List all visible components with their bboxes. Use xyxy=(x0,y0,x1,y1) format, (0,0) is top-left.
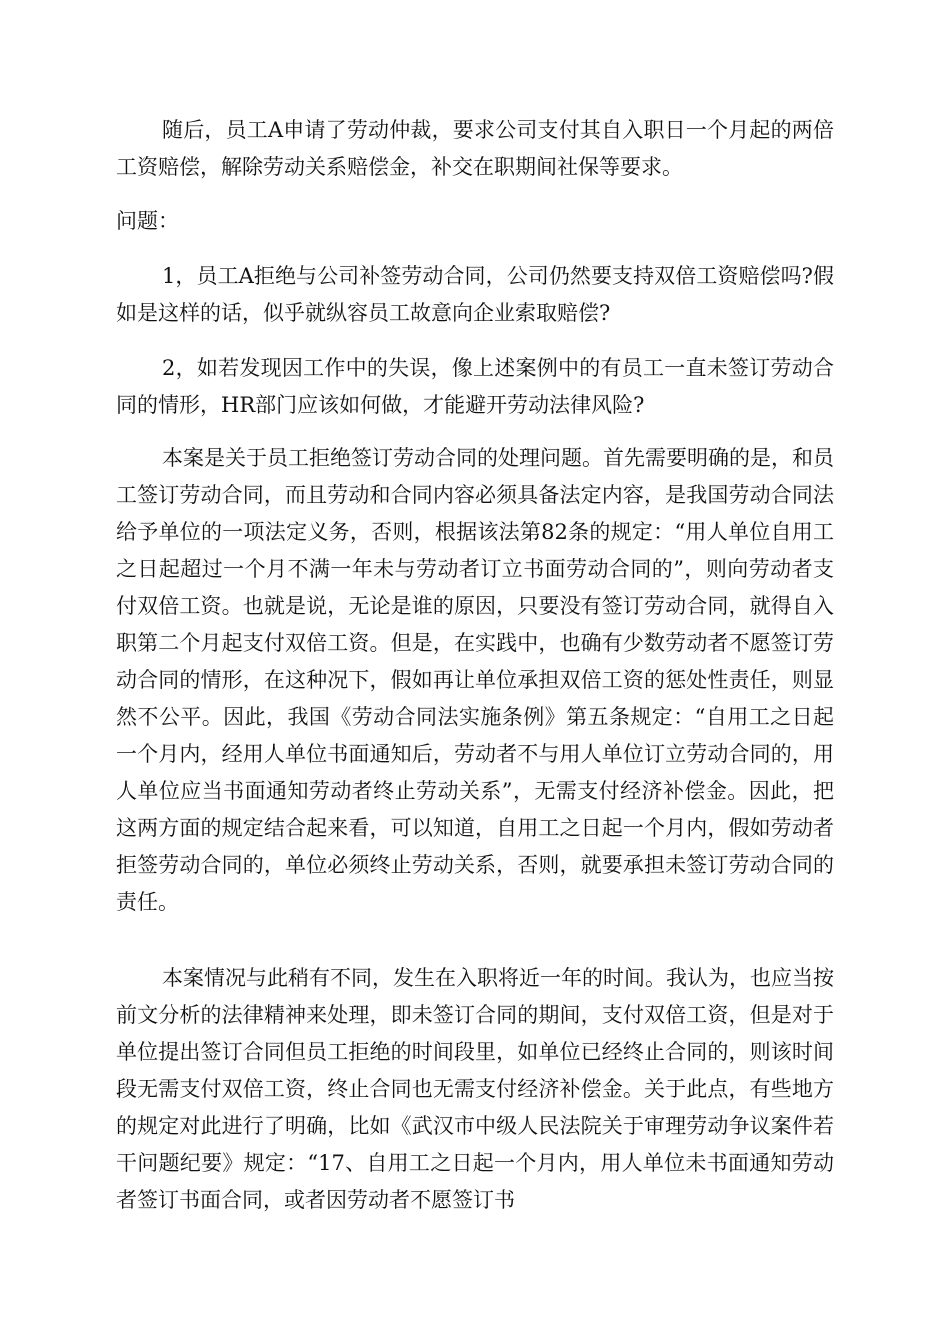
paragraph-question-1: 1，员工A拒绝与公司补签劳动合同，公司仍然要支持双倍工资赔偿吗?假如是这样的话，似乎就纵容员工故意向企业索取赔偿? xyxy=(116,264,834,325)
paragraph-arbitration-claim: 随后，员工A申请了劳动仲裁，要求公司支付其自入职日一个月起的两倍工资赔偿，解除劳动关系赔偿金，补交在职期间社保等要求。 xyxy=(116,118,834,179)
paragraph-analysis: 本案是关于员工拒绝签订劳动合同的处理问题。首先需要明确的是，和员工签订劳动合同，而且劳动和合同内容必须具备法定内容，是我国劳动合同法给予单位的一项法定义务，否则，根据该法第82条的规定：“用人单位自用工之日起超过一个月不满一年未与劳动者订立书面劳动合同的”，则向劳动者支付双倍工资。也就是说，无论是谁的原因，只要没有签订劳动合同，就得自入职第二个月起支付双倍工资。但是，在实践中，也确有少数劳动者不愿签订劳动合同的情形，在这种况下，假如再让单位承担双倍工资的惩处性责任，则显然不公平。因此，我国《劳动合同法实施条例》第五条规定：“自用工之日起一个月内，经用人单位书面通知后，劳动者不与用人单位订立劳动合同的，用人单位应当书面通知劳动者终止劳动关系”，无需支付经济补偿金。因此，把这两方面的规定结合起来看，可以知道，自用工之日起一个月内，假如劳动者拒签劳动合同的，单位必须终止劳动关系，否则，就要承担未签订劳动合同的责任。 xyxy=(116,446,834,914)
paragraph-question-2: 2，如若发现因工作中的失误，像上述案例中的有员工一直未签订劳动合同的情形，HR部门应该如何做，才能避开劳动法律风险? xyxy=(116,356,834,417)
paragraph-case-discussion: 本案情况与此稍有不同，发生在入职将近一年的时间。我认为，也应当按前文分析的法律精神来处理，即未签订合同的期间，支付双倍工资，但是对于单位提出签订合同但员工拒绝的时间段里，如单位已经终止合同的，则该时间段无需支付双倍工资，终止合同也无需支付经济补偿金。关于此点，有些地方的规定对此进行了明确，比如《武汉市中级人民法院关于审理劳动争议案件若干问题纪要》规定：“17、自用工之日起一个月内，用人单位未书面通知劳动者签订书面合同，或者因劳动者不愿签订书 xyxy=(116,966,834,1212)
paragraph-questions-heading: 问题： xyxy=(116,209,179,233)
